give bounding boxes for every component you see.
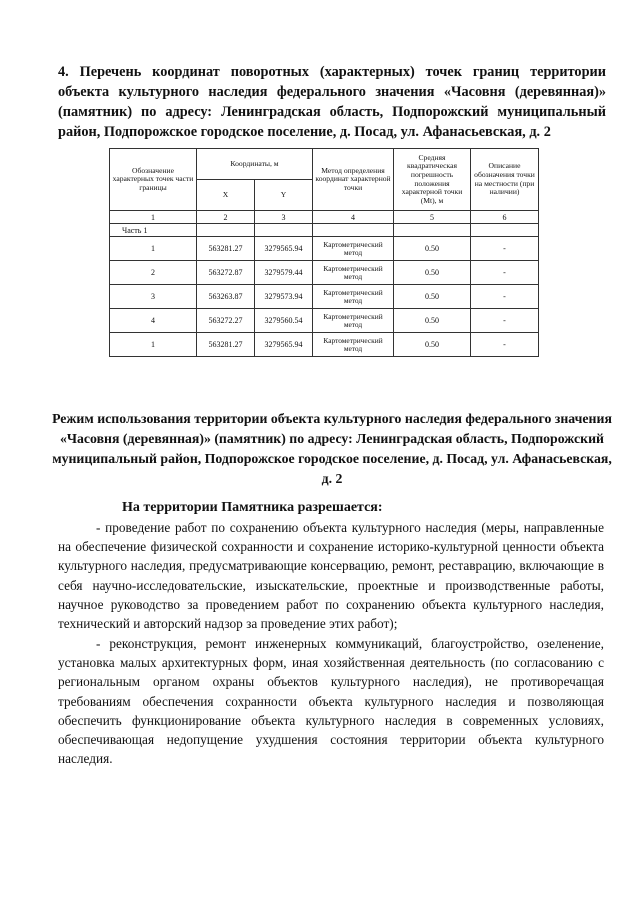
y-cell: 3279579.44 [255,261,313,285]
allowed-item-preservation: - проведение работ по сохранению объекта культурного наследия (меры, направленные на обеспечение физической сохранности и сохранение историко-культурной ценности объекта культурного наследия, предусматривающие консервацию, ремонт, реставрацию, включающие в себя научно-исследовательские, изыскательские, проектные и производственные работы, научное руководство за проведением работ по сохранению объекта культурного наследия, технический и авторский надзор за проведение этих работ); [58,520,604,632]
table-row [110,309,539,333]
header-x: X [197,180,255,211]
error-cell: 0.50 [394,261,471,285]
allowed-item-reconstruction: - реконструкция, ремонт инженерных коммуникаций, благоустройство, озеленение, установка малых архитектурных форм, иная хозяйственная деятельность (по согласованию с региональным органом охраны объектов культурного наследия), не противоречащая требованиям обеспечения сохранности объекта культурного наследия и позволяющая обеспечить функционирование объекта культурного наследия в современных условиях, обеспечивающая недопущение ухудшения состояния территории объекта культурного наследия. [58,636,604,767]
part-label: Часть 1 [110,224,197,237]
column-number: 5 [394,211,471,224]
header-method: Метод определения координат характерной точки [313,149,394,211]
header-description: Описание обозначения точки на местности (при наличии) [471,149,539,211]
table-row [110,261,539,285]
description-cell: - [471,261,539,285]
point-cell: 4 [110,309,197,333]
description-cell: - [471,309,539,333]
x-cell: 563263.87 [197,285,255,309]
error-cell: 0.50 [394,309,471,333]
header-error: Средняя квадратическая погрешность положения характерной точки (Mt), м [394,149,471,211]
method-cell: Картометрический метод [313,261,394,285]
allowed-heading: На территории Памятника разрешается: [122,500,383,515]
point-cell: 1 [110,237,197,261]
point-cell: 1 [110,333,197,357]
part-row [110,224,539,237]
coordinates-table [109,148,539,357]
x-cell: 563281.27 [197,237,255,261]
header-coordinates: Координаты, м [197,149,313,180]
table-row [110,333,539,357]
method-cell: Картометрический метод [313,285,394,309]
y-cell: 3279565.94 [255,333,313,357]
column-number: 4 [313,211,394,224]
section-4-heading: 4. Перечень координат поворотных (характерных) точек границ территории объекта культурного наследия федерального значения «Часовня (деревянная)» (памятник) по адресу: Ленинградская область, Подпорожский муниципальный район, Подпорожское городское поселение, д. Посад, ул. Афанасьевская, д. 2 [58,64,606,140]
method-cell: Картометрический метод [313,333,394,357]
error-cell: 0.50 [394,237,471,261]
method-cell: Картометрический метод [313,237,394,261]
table-row [110,237,539,261]
column-number: 3 [255,211,313,224]
description-cell: - [471,333,539,357]
error-cell: 0.50 [394,333,471,357]
usage-mode-heading: Режим использования территории объекта культурного наследия федерального значения «Часовня (деревянная)» (памятник) по адресу: Ленинградская область, Подпорожский муниципальный район, Подпорожское городское поселение, д. Посад, ул. Афанасьевская, д. 2 [52,411,612,486]
x-cell: 563281.27 [197,333,255,357]
column-numbers-row [110,211,539,224]
error-cell: 0.50 [394,285,471,309]
y-cell: 3279560.54 [255,309,313,333]
header-y: Y [255,180,313,211]
table-row [110,285,539,309]
x-cell: 563272.27 [197,309,255,333]
point-cell: 3 [110,285,197,309]
header-point-designation: Обозначение характерных точек части границы [110,149,197,211]
column-number: 2 [197,211,255,224]
point-cell: 2 [110,261,197,285]
description-cell: - [471,237,539,261]
column-number: 6 [471,211,539,224]
y-cell: 3279565.94 [255,237,313,261]
description-cell: - [471,285,539,309]
y-cell: 3279573.94 [255,285,313,309]
column-number: 1 [110,211,197,224]
method-cell: Картометрический метод [313,309,394,333]
x-cell: 563272.87 [197,261,255,285]
